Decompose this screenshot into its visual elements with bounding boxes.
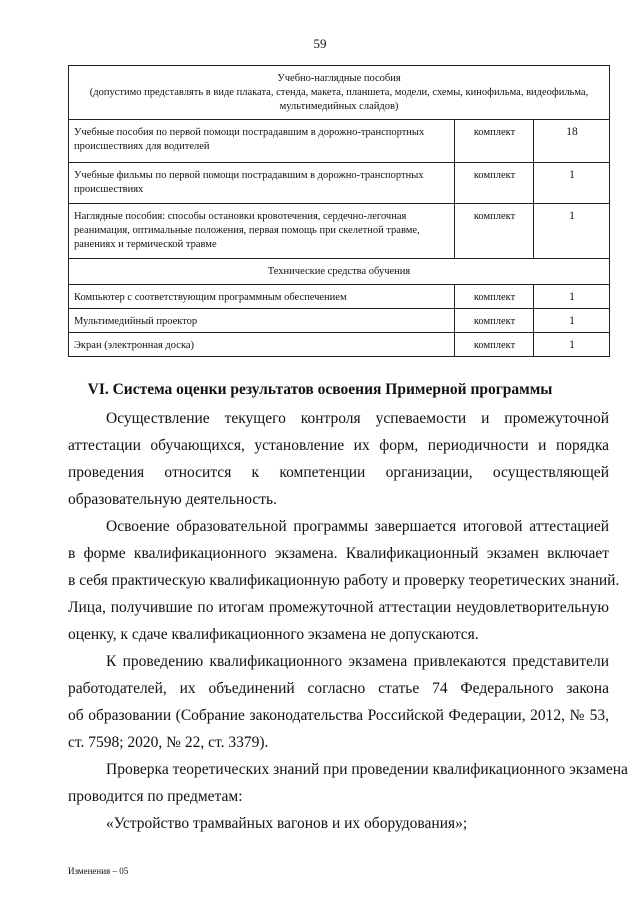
item-quantity: 18	[534, 120, 610, 163]
section-title-line: Учебно-наглядные пособия	[277, 73, 401, 84]
text-line: проведения относится к компетенции организации, осуществляющей	[68, 464, 609, 481]
item-unit: комплект	[455, 333, 534, 357]
item-quantity: 1	[534, 285, 610, 309]
text-line: в себя практическую квалификационную работу и проверку теоретических знаний.	[68, 572, 620, 589]
page-number: 59	[313, 36, 327, 51]
item-unit: комплект	[455, 120, 534, 163]
table-row	[69, 120, 610, 163]
table-row	[69, 285, 610, 309]
paragraph-employers	[68, 648, 609, 756]
paragraph-theory-check	[68, 756, 628, 810]
text-line: Освоение образовательной программы завершается итоговой аттестацией	[106, 518, 609, 535]
equipment-table	[68, 65, 610, 357]
item-quantity: 1	[534, 163, 610, 204]
item-unit: комплект	[455, 285, 534, 309]
table-section-header	[69, 259, 610, 285]
paragraph-control	[68, 405, 609, 513]
item-name: Компьютер с соответствующим программным обеспечением	[69, 285, 455, 309]
text-line: проводится по предметам:	[68, 788, 243, 805]
item-unit: комплект	[455, 309, 534, 333]
text-line: К проведению квалификационного экзамена привлекаются представители	[106, 653, 609, 670]
text-line: Лица, получившие по итогам промежуточной аттестации неудовлетворительную	[68, 599, 609, 616]
section-heading: VI. Система оценки результатов освоения Примерной программы	[87, 381, 553, 398]
item-name: Экран (электронная доска)	[69, 333, 455, 357]
item-name: Наглядные пособия: способы остановки кровотечения, сердечно-легочная реанимация, оптимальные положения, первая помощь при скелетной травме, ранениях и термической травме	[69, 204, 455, 259]
item-unit: комплект	[455, 163, 534, 204]
table-row	[69, 309, 610, 333]
section-technical-means-title: Технические средства обучения	[69, 259, 610, 285]
text-line: «Устройство трамвайных вагонов и их оборудования»;	[106, 815, 468, 832]
text-line: образовательную деятельность.	[68, 491, 277, 508]
item-quantity: 1	[534, 204, 610, 259]
text-line: об образовании (Собрание законодательства Российской Федерации, 2012, № 53,	[68, 707, 609, 724]
paragraph-final-exam	[68, 513, 620, 648]
text-line: ст. 7598; 2020, № 22, ст. 3379).	[68, 734, 269, 751]
item-name: Учебные фильмы по первой помощи пострадавшим в дорожно-транспортных происшествиях	[69, 163, 455, 204]
table-row	[69, 163, 610, 204]
footer-revision-note: Изменения – 05	[68, 866, 129, 876]
text-line: оценку, к сдаче квалификационного экзамена не допускаются.	[68, 626, 479, 643]
text-line: в форме квалификационного экзамена. Квалификационный экзамен включает	[68, 545, 609, 562]
table-row	[69, 333, 610, 357]
text-line: аттестации обучающихся, установление их форм, периодичности и порядка	[68, 437, 609, 454]
text-line: Осуществление текущего контроля успеваемости и промежуточной	[106, 410, 609, 427]
table-row	[69, 204, 610, 259]
item-name: Мультимедийный проектор	[69, 309, 455, 333]
text-line: работодателей, их объединений согласно статье 74 Федерального закона	[68, 680, 609, 697]
item-unit: комплект	[455, 204, 534, 259]
section-visual-aids-title	[69, 66, 610, 120]
item-quantity: 1	[534, 333, 610, 357]
section-title-note: (допустимо представлять в виде плаката, стенда, макета, планшета, модели, схемы, кинофильма, видеофильма, мультимедийных слайдов)	[89, 87, 589, 112]
item-name: Учебные пособия по первой помощи пострадавшим в дорожно-транспортных происшествиях для водителей	[69, 120, 455, 163]
text-line: Проверка теоретических знаний при проведении квалификационного экзамена	[106, 761, 628, 778]
item-quantity: 1	[534, 309, 610, 333]
table-section-header	[69, 66, 610, 120]
paragraph-subject-item	[68, 810, 609, 837]
